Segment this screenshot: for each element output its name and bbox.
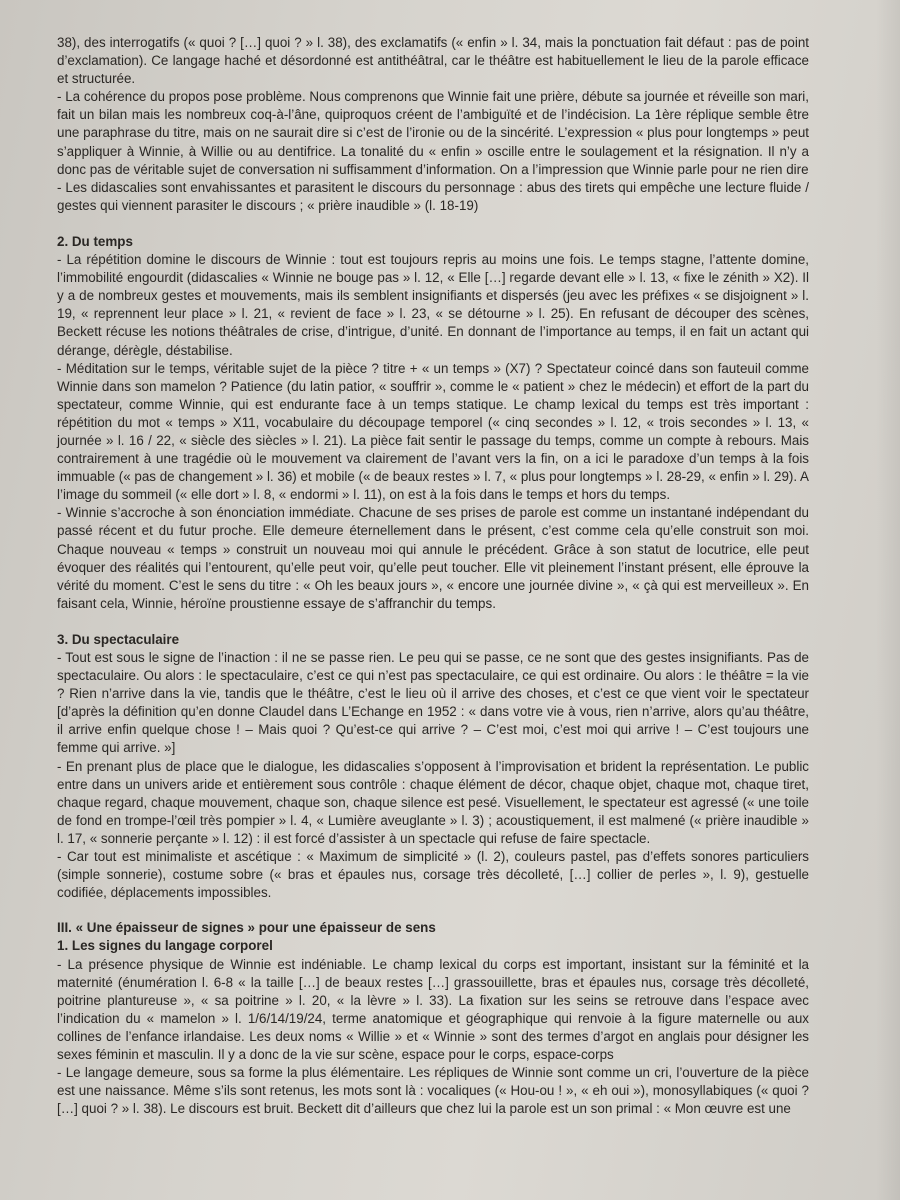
paragraph-spectacular-minimalism: - Car tout est minimaliste et ascétique : « Maximum de simplicité » (l. 2), couleurs pastel, pas d’effets sonores particuliers (simple sonnerie), costume sobre (« bras et épaules nus, corsage très décolleté, […] collier de perles », l. 9), gestuelle codifiée, déplacements impossibles. (57, 849, 809, 901)
paragraph-intro-continuation: 38), des interrogatifs (« quoi ? […] quoi ? » l. 38), des exclamatifs (« enfin » l. 34, mais la ponctuation fait défaut : pas de point d’exclamation). Ce langage haché et désordonné est antithéâtral, car le théâtre est habituellement le lieu de la parole efficace et structurée. (57, 35, 809, 87)
paragraph-didascalies: - Les didascalies sont envahissantes et parasitent le discours du personnage : abus des tirets qui empêche une lecture fluide / gestes qui viennent parasiter le discours ; « prière inaudible » (l. 18-19) (57, 179, 809, 213)
section-heading-body-language: 1. Les signes du langage corporel (57, 938, 273, 954)
spacer (57, 902, 809, 919)
spacer (57, 215, 809, 233)
paragraph-time-meditation: - Méditation sur le temps, véritable sujet de la pièce ? titre + « un temps » (X7) ? Spectateur coincé dans son fauteuil comme Winnie dans son mamelon ? Patience (du latin patior, « souffrir », comme le « patient » chez le médecin) et effort de la part du spectateur, comme Winnie, qui est endurante face à un temps statique. Le champ lexical du temps est très important : répétition du mot « temps » X11, vocabulaire du découpage temporel (« cinq secondes » l. 12, « trois secondes » l. 13, « journée » l. 16 / 22, « siècle des siècles » l. 21). La pièce fait sentir le passage du temps, comme un compte à rebours. Mais contrairement à une tragédie où le mouvement va clairement de l’avant vers la fin, on a ici le paradoxe d’un temps à la fois immuable (« pas de changement » l. 36) et mobile (« de beaux restes » l. 7, « plus pour longtemps » l. 28-29, « enfin » l. 29). A l’image du sommeil (« elle dort » l. 8, « endormi » l. 11), on est à la fois dans le temps et hors du temps. (57, 360, 809, 503)
spacer (57, 613, 809, 631)
part-heading-signs: III. « Une épaisseur de signes » pour une épaisseur de sens (57, 920, 436, 936)
paragraph-body-presence: - La présence physique de Winnie est indéniable. Le champ lexical du corps est important, insistant sur la féminité et la maternité (énumération l. 6-8 « la taille […] de beaux restes […] grassouillette, bras et épaules nus, corsage très décolleté, poitrine plantureuse », « sa poitrine » l. 20, « la lèvre » l. 33). La fixation sur les seins se retrouve dans l’espace avec l’indication du « mamelon » l. 1/6/14/19/24, terme anatomique et géographique qui renvoie à la figure maternelle ou aux collines de l’enfance irlandaise. Les deux noms « Willie » et « Winnie » sont des termes d’argot en anglais pour désigner les sexes féminin et masculin. Il y a donc de la vie sur scène, espace pour le corps, espace-corps (57, 956, 809, 1062)
paragraph-spectacular-didascalies: - En prenant plus de place que le dialogue, les didascalies s’opposent à l’improvisation et brident la représentation. Le public entre dans un univers aride et entièrement sous contrôle : chaque élément de décor, chaque objet, chaque mot, chaque tiret, chaque regard, chaque mouvement, chaque son, chaque silence est pesé. Visuellement, le spectateur est agressé (« une toile de fond en trompe-l’œil très pompier » l. 4, « Lumière aveuglante » l. 3) ; acoustiquement, il est malmené (« prière inaudible » l. 17, « sonnerie perçante » l. 12) : il est forcé d’assister à un spectacle qui refuse de faire spectacle. (57, 758, 809, 846)
paragraph-time-repetition: - La répétition domine le discours de Winnie : tout est toujours repris au moins une fois. Le temps stagne, l’attente domine, l’immobilité engourdit (didascalies « Winnie ne bouge pas » l. 12, « Elle […] regarde devant elle » l. 13, « fixe le zénith » X2). Il y a de nombreux gestes et mouvements, mais ils semblent insignifiants et dispersés (jeu avec les préfixes « se disjoignent » l. 19, « reprennent leur place » l. 21, « revient de face » l. 23, « se détourne » l. 25). En refusant de découper des scènes, Beckett récuse les notions théâtrales de crise, d’intrigue, d’unité. En donnant de l’importance au temps, il en fait un actant qui dérange, dérègle, déstabilise. (57, 252, 809, 358)
section-heading-time: 2. Du temps (57, 233, 133, 249)
paragraph-spectacular-inaction: - Tout est sous le signe de l’inaction : il ne se passe rien. Le peu qui se passe, ce ne sont que des gestes insignifiants. Pas de spectaculaire. Ou alors : le spectaculaire, c’est ce qui n’est pas spectaculaire, ce qui est ordinaire. Ou alors : le théâtre = la vie ? Rien n’arrive dans la vie, tandis que le théâtre, c’est le lieu où il arrive des choses, et c’est ce que vient voir le spectateur [d’après la définition qu’en donne Claudel dans L’Echange en 1952 : « dans votre vie à vous, rien n’arrive, alors qu’au théâtre, il arrive enfin quelque chose ! – Mais quoi ? Qu’est-ce qui arrive ? – C’est moi, c’est moi qui arrive ! – C’est toujours une femme qui arrive. »] (57, 650, 809, 756)
paragraph-time-enunciation: - Winnie s’accroche à son énonciation immédiate. Chacune de ses prises de parole est comme un instantané indépendant du passé récent et du futur proche. Elle demeure éternellement dans le présent, c’est comme cela qu’elle construit son moi. Chaque nouveau « temps » construit un nouveau moi qui annule le précédent. Grâce à son statut de locutrice, elle peut évoquer des réalités qui l’entourent, qu’elle peut voir, qu’elle peut toucher. Elle vit pleinement l’instant présent, elle éprouve la vérité du moment. C’est le sens du titre : « Oh les beaux jours », « encore une journée divine », « çà qui est merveilleux ». En faisant cela, Winnie, héroïne proustienne essaye de s’affranchir du temps. (57, 505, 809, 611)
section-heading-spectacular: 3. Du spectaculaire (57, 631, 180, 647)
paragraph-coherence: - La cohérence du propos pose problème. Nous comprenons que Winnie fait une prière, débute sa journée et réveille son mari, fait un bilan mais les nombreux coq-à-l’âne, quiproquos créent de l’ambiguïté et de l’indécision. La 1ère réplique semble être une paraphrase du titre, mais on ne saurait dire si c’est de l’ironie ou de la sincérité. L’expression « plus pour longtemps » peut s’appliquer à Winnie, à Willie ou au dentifrice. La tonalité du « enfin » oscille entre le soulagement et la résignation. Il n’y a donc pas de véritable sujet de conversation ni suffisamment d’information. On a l’impression que Winnie parle pour ne rien dire (57, 89, 809, 177)
document-body (57, 34, 809, 1118)
paragraph-body-language: - Le langage demeure, sous sa forme la plus élémentaire. Les répliques de Winnie sont comme un cri, l’ouverture de la pièce est une naissance. Même s’ils sont retenus, les mots sont là : vocaliques (« Hou-ou ! », « eh oui »), monosyllabiques (« quoi ? […] quoi ? » l. 38). Le discours est bruit. Beckett dit d’ailleurs que chez lui la parole est un son primal : « Mon œuvre est une (57, 1065, 809, 1117)
